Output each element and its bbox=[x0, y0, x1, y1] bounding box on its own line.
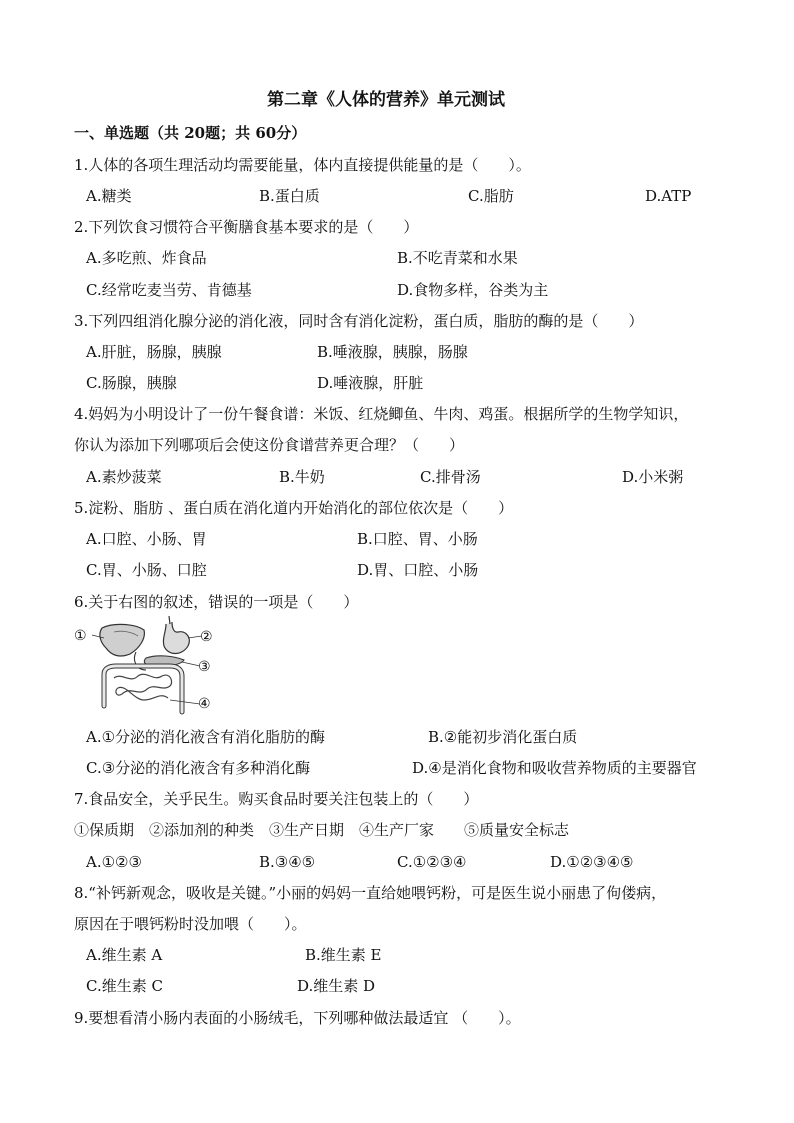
diagram-label-1: ① bbox=[74, 628, 87, 644]
question-4-stem: 4.妈妈为小明设计了一份午餐食谱：米饭、红烧鲫鱼、牛肉、鸡蛋。根据所学的生物学知识， bbox=[74, 405, 689, 423]
question-4-option-c: C.排骨汤 bbox=[420, 468, 481, 486]
page-title: 第二章《人体的营养》单元测试 bbox=[267, 90, 505, 110]
question-2-option-b: B.不吃青菜和水果 bbox=[397, 249, 518, 267]
question-6-option-d: D.④是消化食物和吸收营养物质的主要器官 bbox=[412, 759, 697, 777]
question-8-stem-continued: 原因在于喂钙粉时没加喂（ ）。 bbox=[74, 915, 307, 933]
question-2-option-d: D.食物多样，谷类为主 bbox=[397, 281, 549, 299]
diagram-label-4: ④ bbox=[198, 696, 211, 712]
question-8-option-a: A.维生素 A bbox=[86, 946, 163, 964]
question-5-option-b: B.口腔、胃、小肠 bbox=[357, 530, 478, 548]
question-7-items: ①保质期 ②添加剂的种类 ③生产日期 ④生产厂家 ⑤质量安全标志 bbox=[74, 821, 570, 839]
question-3-option-c: C.肠腺，胰腺 bbox=[86, 374, 177, 392]
question-8-option-b: B.维生素 E bbox=[305, 946, 382, 964]
question-7-stem: 7.食品安全，关乎民生。购买食品时要关注包装上的（ ） bbox=[74, 790, 479, 808]
question-5-option-c: C.胃、小肠、口腔 bbox=[86, 561, 207, 579]
question-3-option-d: D.唾液腺，肝脏 bbox=[317, 374, 424, 392]
question-3-stem: 3.下列四组消化腺分泌的消化液，同时含有消化淀粉，蛋白质，脂肪的酶的是（ ） bbox=[74, 312, 644, 330]
question-1-stem: 1.人体的各项生理活动均需要能量，体内直接提供能量的是（ ）。 bbox=[74, 156, 531, 174]
section-heading: 一、单选题（共 20题；共 60分） bbox=[74, 124, 307, 142]
question-4-option-a: A.素炒菠菜 bbox=[86, 468, 162, 486]
question-1-option-a: A.糖类 bbox=[86, 187, 132, 205]
question-4-option-d: D.小米粥 bbox=[622, 468, 684, 486]
question-9-stem: 9.要想看清小肠内表面的小肠绒毛，下列哪种做法最适宜 （ ）。 bbox=[74, 1009, 521, 1027]
question-5-stem: 5.淀粉、脂肪 、蛋白质在消化道内开始消化的部位依次是（ ） bbox=[74, 499, 514, 517]
question-4-stem-continued: 你认为添加下列哪项后会使这份食谱营养更合理？（ ） bbox=[74, 436, 465, 454]
question-7-option-d: D.①②③④⑤ bbox=[550, 853, 634, 871]
question-2-stem: 2.下列饮食习惯符合平衡膳食基本要求的是（ ） bbox=[74, 218, 419, 236]
diagram-label-3: ③ bbox=[198, 659, 211, 675]
question-7-option-a: A.①②③ bbox=[86, 853, 142, 871]
question-5-option-d: D.胃、口腔、小肠 bbox=[357, 561, 479, 579]
question-1-option-c: C.脂肪 bbox=[468, 187, 514, 205]
question-6-stem: 6.关于右图的叙述，错误的一项是（ ） bbox=[74, 593, 359, 611]
question-8-option-c: C.维生素 C bbox=[86, 977, 163, 995]
question-7-option-c: C.①②③④ bbox=[397, 853, 467, 871]
question-6-option-c: C.③分泌的消化液含有多种消化酶 bbox=[86, 759, 311, 777]
question-8-option-d: D.维生素 D bbox=[297, 977, 376, 995]
question-2-option-a: A.多吃煎、炸食品 bbox=[86, 249, 207, 267]
digestive-system-illustration bbox=[74, 616, 216, 716]
question-6-option-b: B.②能初步消化蛋白质 bbox=[428, 728, 578, 746]
question-3-option-b: B.唾液腺，胰腺，肠腺 bbox=[317, 343, 468, 361]
question-1-option-b: B.蛋白质 bbox=[259, 187, 320, 205]
question-8-stem: 8.“补钙新观念，吸收是关键。”小丽的妈妈一直给她喂钙粉，可是医生说小丽患了佝偻病， bbox=[74, 884, 667, 902]
question-1-option-d: D.ATP bbox=[645, 187, 692, 205]
question-6-option-a: A.①分泌的消化液含有消化脂肪的酶 bbox=[86, 728, 326, 746]
diagram-label-2: ② bbox=[200, 629, 213, 645]
question-3-option-a: A.肝脏，肠腺，胰腺 bbox=[86, 343, 222, 361]
question-2-option-c: C.经常吃麦当劳、肯德基 bbox=[86, 281, 252, 299]
question-7-option-b: B.③④⑤ bbox=[259, 853, 316, 871]
question-5-option-a: A.口腔、小肠、胃 bbox=[86, 530, 207, 548]
digestive-system-diagram bbox=[74, 616, 216, 716]
question-4-option-b: B.牛奶 bbox=[279, 468, 325, 486]
